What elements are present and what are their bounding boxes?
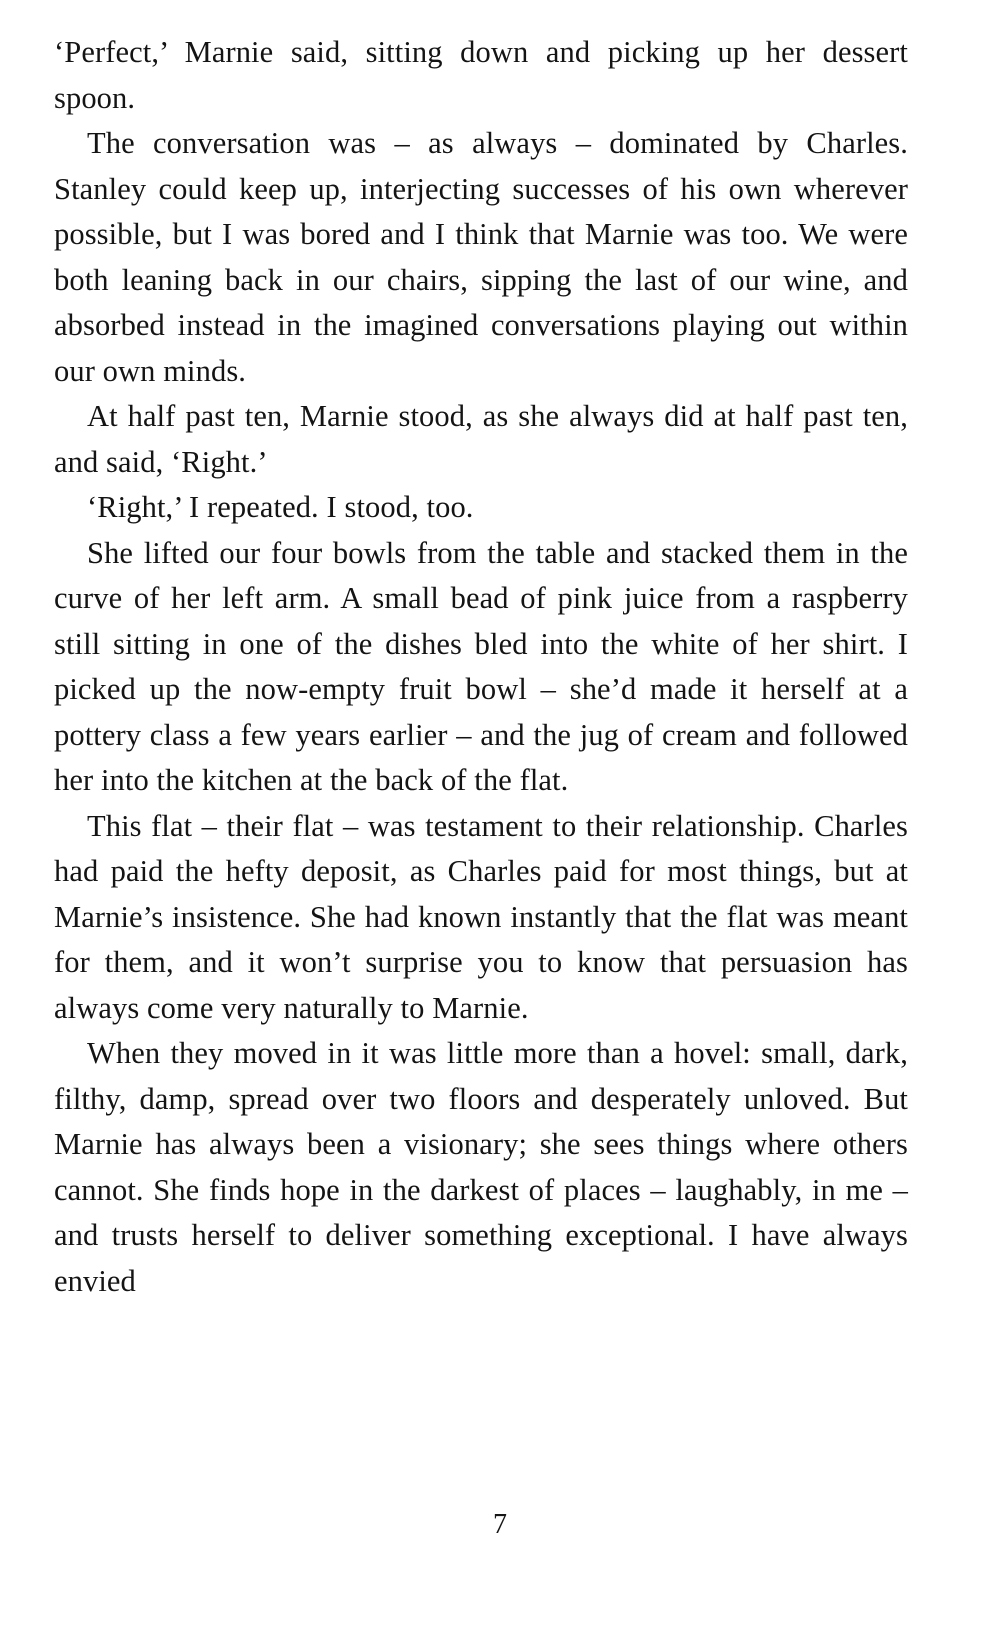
paragraph: At half past ten, Marnie stood, as she always did at half past ten, and said, ‘Right.’ xyxy=(54,399,908,479)
paragraph: When they moved in it was little more than a hovel: small, dark, filthy, damp, spread over two floors and desperately unloved. But Marnie has always been a visionary; she sees things where others cannot. She finds hope in the darkest of places – laughably, in me – and trusts herself to deliver something exceptional. I have always envied xyxy=(54,1036,908,1298)
paragraph: ‘Right,’ I repeated. I stood, too. xyxy=(87,490,474,524)
paragraph: She lifted our four bowls from the table and stacked them in the curve of her left arm. A small bead of pink juice from a raspberry still sitting in one of the dishes bled into the white of her shirt. I picked up the now-empty fruit bowl – she’d made it herself at a pottery class a few years earlier – and the jug of cream and followed her into the kitchen at the back of the flat. xyxy=(54,535,908,797)
paragraph: The conversation was – as always – dominated by Charles. Stanley could keep up, interjecting successes of his own wherever possible, but I was bored and I think that Marnie was too. We were both leaning back in our chairs, sipping the last of our wine, and absorbed instead in the imagined conversations playing out within our own minds. xyxy=(54,126,908,388)
page-body-text xyxy=(54,30,908,1304)
paragraph: This flat – their flat – was testament to their relationship. Charles had paid the hefty deposit, as Charles paid for most things, but at Marnie’s insistence. She had known instantly that the flat was meant for them, and it won’t surprise you to know that persuasion has always come very naturally to Marnie. xyxy=(54,808,908,1025)
page-number: 7 xyxy=(493,1509,507,1540)
paragraph: ‘Perfect,’ Marnie said, sitting down and picking up her dessert spoon. xyxy=(54,35,908,115)
